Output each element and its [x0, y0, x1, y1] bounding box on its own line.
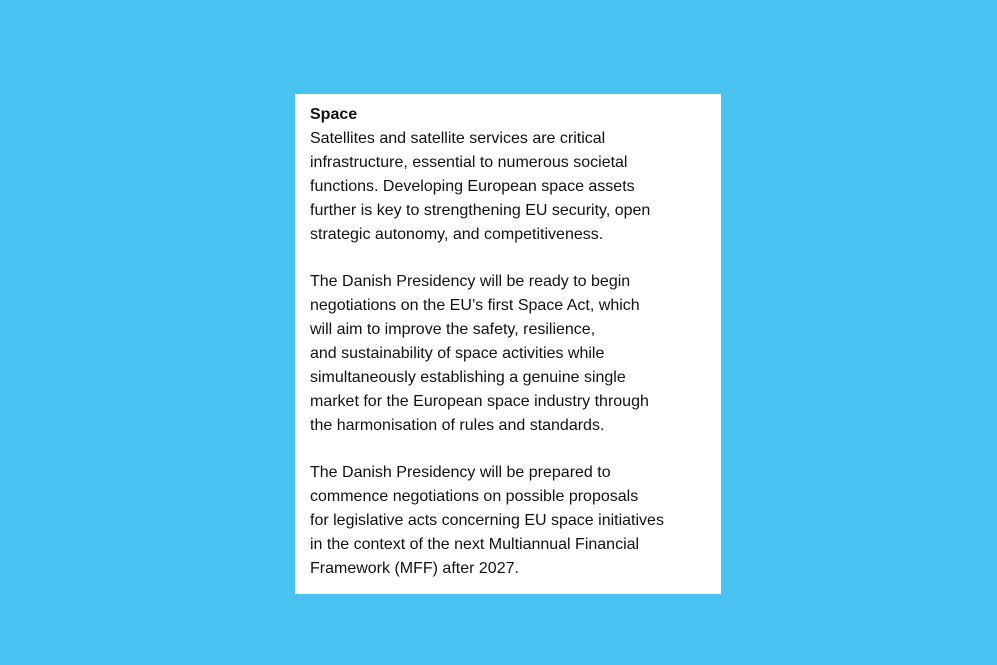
section-heading: Space: [310, 106, 358, 123]
paragraph-line: simultaneously establishing a genuine single: [310, 368, 626, 386]
text-card: [295, 94, 721, 594]
paragraph-line: Satellites and satellite services are critical: [310, 130, 606, 147]
paragraph-line: The Danish Presidency will be prepared to: [310, 464, 611, 482]
paragraph-line: Framework (MFF) after 2027.: [310, 560, 519, 578]
paragraph-spacer: [310, 247, 707, 271]
paragraph-line: market for the European space industry through: [310, 392, 649, 410]
paragraph-line: negotiations on the EU’s first Space Act, which: [310, 297, 640, 315]
paragraph-3: [310, 461, 707, 581]
paragraph-line: will aim to improve the safety, resilience,: [310, 321, 596, 339]
paragraph-2: [310, 270, 707, 437]
paragraph-line: strategic autonomy, and competitiveness.: [310, 225, 604, 243]
paragraph-1: [310, 127, 707, 247]
paragraph-line: further is key to strengthening EU security, open: [310, 201, 651, 219]
paragraph-line: for legislative acts concerning EU space initiatives: [310, 512, 664, 530]
paragraph-line: The Danish Presidency will be ready to begin: [310, 273, 631, 291]
paragraph-line: commence negotiations on possible proposals: [310, 488, 639, 506]
paragraph-line: in the context of the next Multiannual Financial: [310, 536, 640, 554]
paragraph-line: infrastructure, essential to numerous societal: [310, 153, 628, 171]
paragraph-line: functions. Developing European space assets: [310, 177, 635, 195]
paragraph-line: and sustainability of space activities while: [310, 345, 605, 363]
paragraph-line: the harmonisation of rules and standards.: [310, 416, 605, 434]
paragraph-spacer: [310, 438, 707, 462]
